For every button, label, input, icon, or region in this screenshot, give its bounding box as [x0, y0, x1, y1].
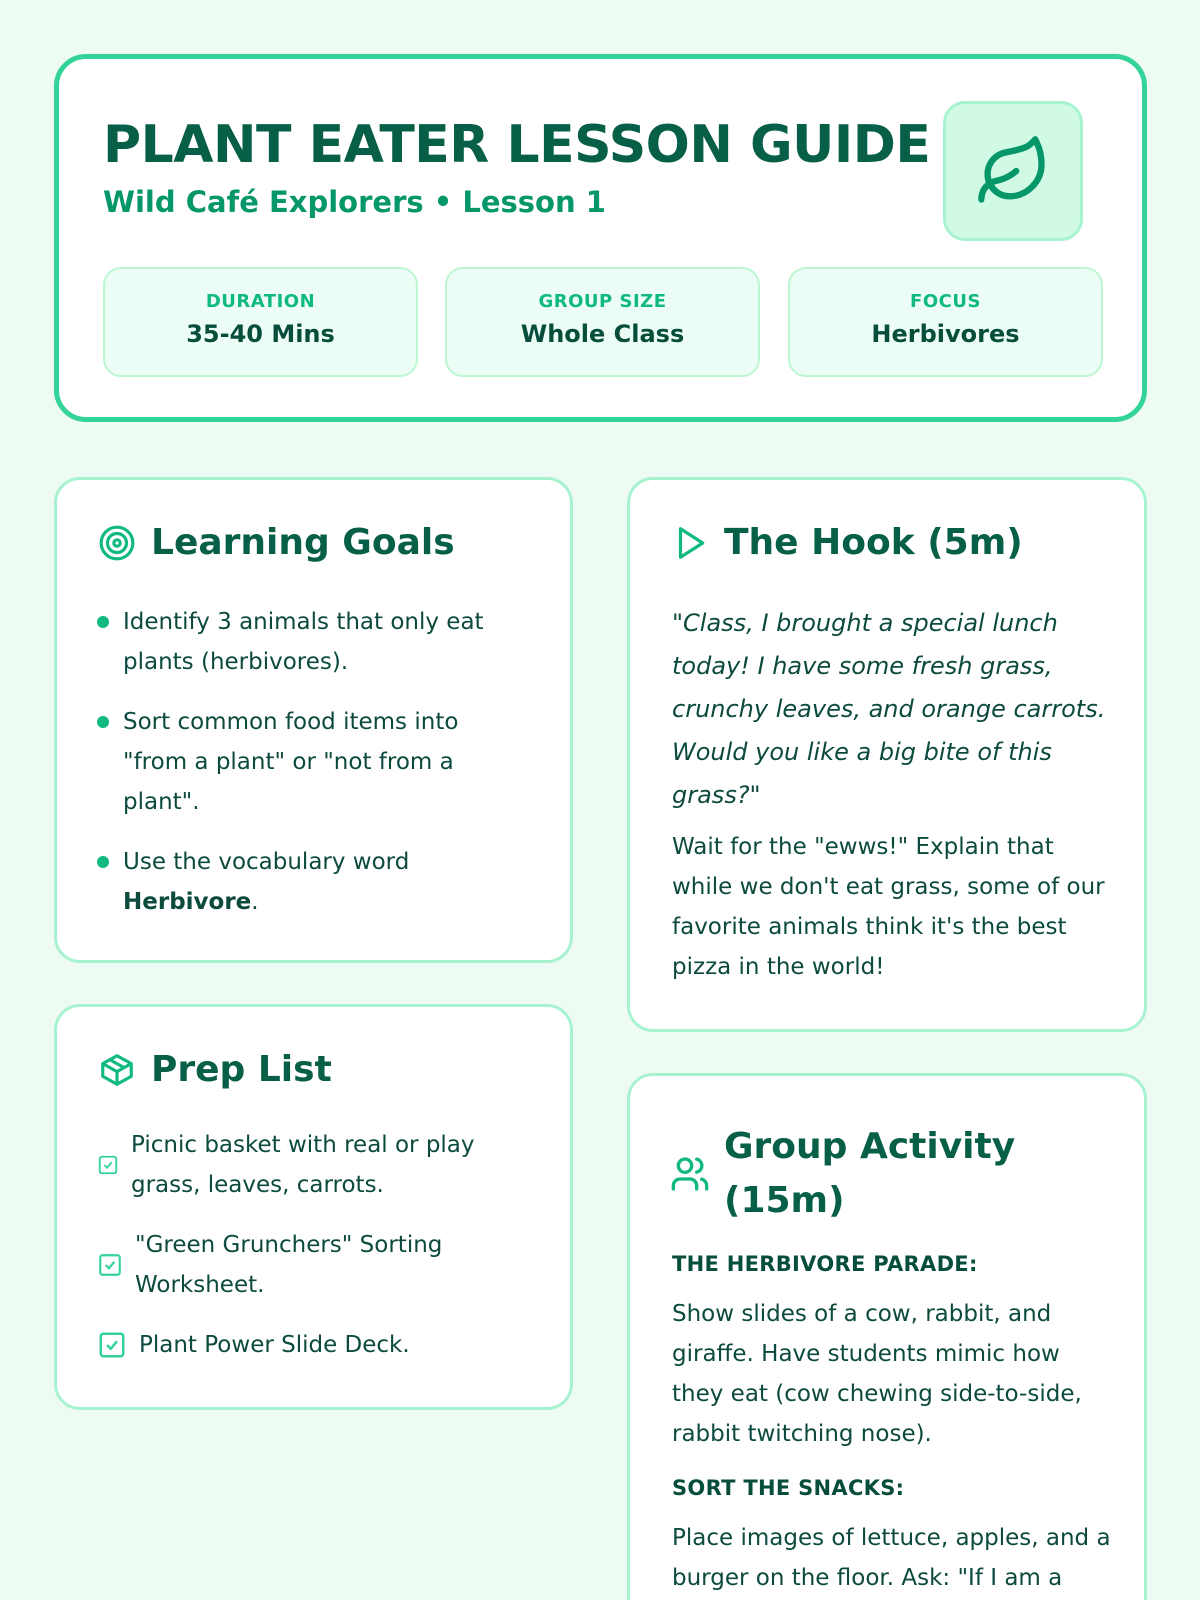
- prep-list: [97, 1125, 517, 1385]
- stat-focus: [788, 267, 1103, 377]
- stat-duration: [103, 267, 418, 377]
- bullet-dot: [97, 856, 109, 868]
- activity-content: [672, 1252, 1112, 1598]
- checkbox-icon: [97, 1330, 127, 1360]
- section-label: SORT THE SNACKS:: [672, 1476, 905, 1500]
- card-title: Group Activity (15m): [724, 1126, 1016, 1221]
- list-item: [97, 1125, 517, 1205]
- stat-label: FOCUS: [910, 291, 981, 312]
- list-item-text: "Green Grunchers" Sorting Worksheet.: [135, 1232, 443, 1298]
- bullet-dot: [97, 616, 109, 628]
- section-text: Place images of lettuce, apples, and a burger on the floor. Ask: "If I am a: [672, 1525, 1111, 1591]
- list-item: [97, 1225, 517, 1305]
- goals-list: [97, 602, 517, 942]
- section-label: THE HERBIVORE PARADE:: [672, 1252, 978, 1276]
- logo-badge: [943, 101, 1083, 241]
- stat-value: Whole Class: [520, 320, 685, 348]
- list-item-text: [123, 842, 517, 922]
- card-title: The Hook (5m): [724, 522, 1023, 563]
- card-header: [97, 1049, 332, 1090]
- card-title: Prep List: [151, 1049, 332, 1090]
- box-icon: [97, 1050, 137, 1090]
- list-item-text: Identify 3 animals that only eat plants (herbivores).: [123, 609, 484, 675]
- card-title: Learning Goals: [151, 522, 455, 563]
- users-icon: [670, 1154, 710, 1194]
- list-item: [97, 702, 517, 822]
- card-header: [97, 522, 455, 563]
- leaf-icon: [975, 133, 1051, 209]
- page-title: PLANT EATER LESSON GUIDE: [103, 115, 931, 175]
- play-icon: [670, 523, 710, 563]
- section-text: Show slides of a cow, rabbit, and giraffe. Have students mimic how they eat (cow chewing side-to-side, rabbit twitching nose).: [672, 1301, 1082, 1447]
- list-item-text: Plant Power Slide Deck.: [139, 1332, 410, 1358]
- stat-group-size: [445, 267, 760, 377]
- card-header: [670, 1120, 1024, 1228]
- lesson-header: [54, 54, 1147, 422]
- hook-card: [627, 477, 1147, 1032]
- stat-label: DURATION: [205, 291, 316, 312]
- list-item-text: Sort common food items into "from a plant" or "not from a plant".: [123, 709, 459, 815]
- hook-text: Wait for the "ewws!" Explain that while we don't eat grass, some of our favorite animals think it's the best pizza in the world!: [672, 834, 1105, 980]
- hook-content: [672, 602, 1112, 987]
- page-subtitle: Wild Café Explorers • Lesson 1: [103, 185, 606, 219]
- stat-value: Herbivores: [871, 320, 1020, 348]
- learning-goals-card: [54, 477, 573, 963]
- vocab-suffix: .: [251, 889, 259, 915]
- group-activity-card: [627, 1073, 1147, 1600]
- list-item: [97, 1325, 517, 1365]
- list-item: [97, 602, 517, 682]
- checkbox-icon: [97, 1252, 123, 1278]
- list-item-text: Picnic basket with real or play grass, leaves, carrots.: [131, 1132, 475, 1198]
- list-item: [97, 842, 517, 922]
- prep-list-card: [54, 1004, 573, 1410]
- vocab-word: Herbivore: [123, 889, 252, 915]
- stat-label: GROUP SIZE: [538, 291, 667, 312]
- vocab-prefix: Use the vocabulary word: [123, 849, 410, 875]
- target-icon: [97, 523, 137, 563]
- stat-value: 35-40 Mins: [186, 320, 335, 348]
- hook-quote: "Class, I brought a special lunch today! I have some fresh grass, crunchy leaves, and orange carrots. Would you like a big bite of this grass?": [672, 609, 1106, 809]
- bullet-dot: [97, 716, 109, 728]
- checkbox-icon: [97, 1154, 119, 1176]
- card-header: [670, 522, 1023, 563]
